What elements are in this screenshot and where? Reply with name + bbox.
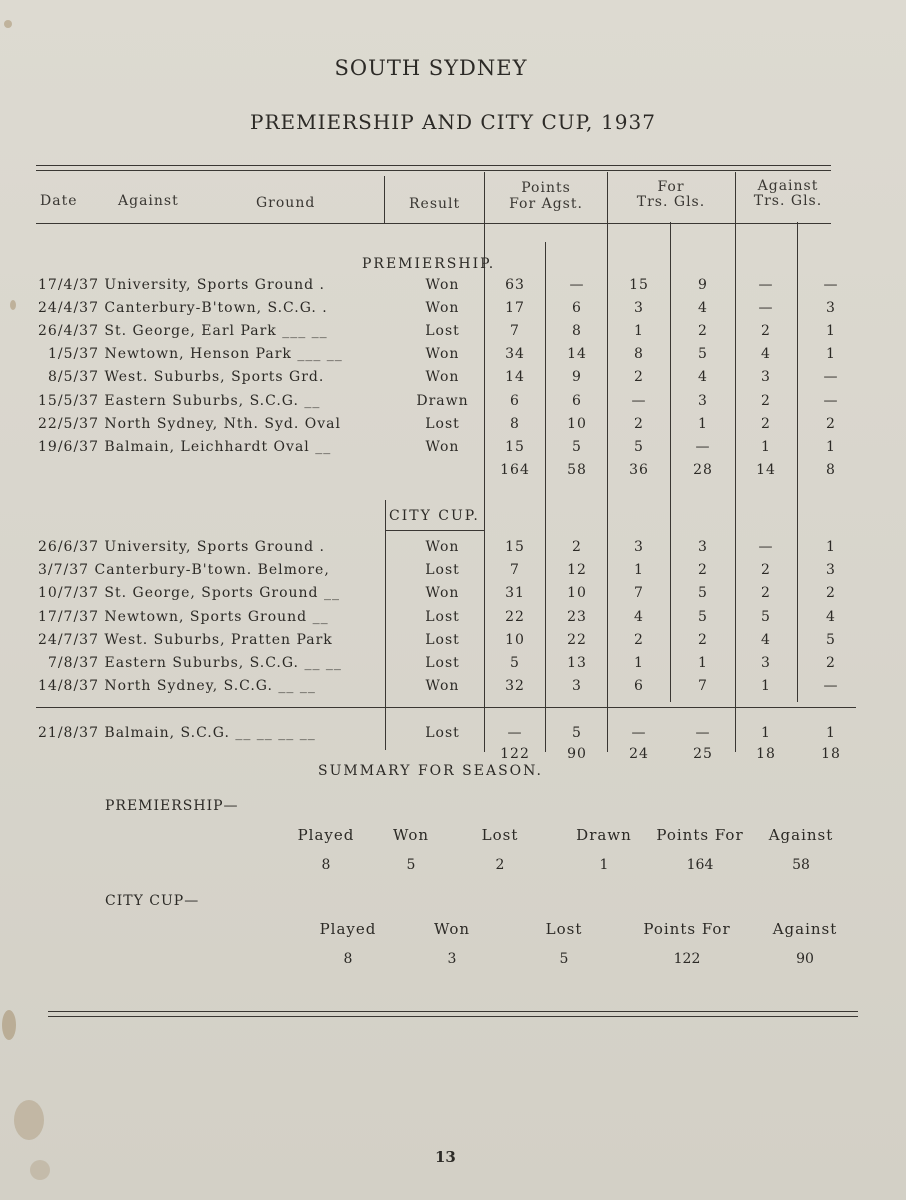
cell-against-tries: 4 (761, 631, 771, 648)
cell-for-goals: 1 (698, 655, 708, 671)
cell-points-for: — (507, 725, 523, 741)
cell-match: 1/5/37 Newtown, Henson Park ___ __ (48, 346, 343, 363)
total-against-goals: 8 (826, 462, 836, 478)
cell-against-goals: 3 (826, 300, 836, 317)
cell-for-tries: 4 (634, 608, 644, 625)
cell-match: 24/7/37 West. Suburbs, Pratten Park (38, 631, 333, 648)
cell-result: Won (425, 585, 460, 602)
rule (36, 170, 831, 171)
cell-result: Won (425, 678, 460, 695)
cell-points-against: 8 (572, 323, 582, 340)
summary-header: Won (433, 920, 471, 938)
summary-header: Against (768, 826, 834, 844)
summary-title: SUMMARY FOR SEASON. (318, 763, 543, 779)
cell-points-against: 13 (567, 655, 587, 671)
summary-header: Points For (656, 826, 744, 844)
summary-value: 3 (447, 951, 457, 967)
cell-points-against: 6 (572, 392, 582, 409)
cell-points-against: 12 (567, 562, 587, 579)
cell-points-against: 5 (572, 438, 582, 455)
cell-points-against: 23 (567, 608, 587, 625)
cell-match: 7/8/37 Eastern Suburbs, S.C.G. __ __ (48, 655, 342, 671)
summary-header: Lost (545, 920, 583, 938)
cell-result: Drawn (416, 392, 469, 409)
cell-for-tries: 1 (634, 323, 644, 340)
cell-points-against: — (569, 277, 585, 293)
cell-match: 14/8/37 North Sydney, S.C.G. __ __ (38, 678, 316, 695)
cell-for-tries: 3 (634, 539, 644, 555)
header-for-sub: Trs. Gls. (636, 194, 706, 210)
total-against-tries: 14 (756, 462, 776, 478)
cell-against-tries: 1 (761, 438, 771, 455)
column-divider (545, 242, 546, 752)
cell-for-goals: — (695, 438, 711, 455)
cell-against-tries: 3 (761, 655, 771, 671)
cell-points-against: 6 (572, 300, 582, 317)
cell-against-goals: 2 (826, 415, 836, 432)
header-ground: Ground (256, 195, 316, 211)
cell-result: Won (425, 438, 460, 455)
cell-points-for: 10 (505, 631, 525, 648)
cell-against-tries: 2 (761, 415, 771, 432)
cell-for-goals: 4 (698, 369, 708, 386)
cell-for-goals: 2 (698, 631, 708, 648)
cell-for-tries: 2 (634, 369, 644, 386)
cell-against-tries: — (758, 277, 774, 293)
cell-for-goals: 4 (698, 300, 708, 317)
cell-against-tries: 2 (761, 323, 771, 340)
cell-match: 3/7/37 Canterbury-B'town. Belmore, (38, 562, 330, 579)
cell-for-goals: 1 (698, 415, 708, 432)
summary-value: 5 (406, 857, 416, 873)
summary-value: 122 (673, 951, 701, 967)
cell-for-goals: 2 (698, 562, 708, 579)
cell-for-goals: 2 (698, 323, 708, 340)
cell-against-tries: 2 (761, 562, 771, 579)
summary-value: 58 (792, 857, 810, 873)
cell-against-tries: 1 (761, 678, 771, 695)
cell-points-for: 14 (505, 369, 525, 386)
section-city-cup: CITY CUP. (389, 508, 480, 524)
cell-points-for: 6 (510, 392, 520, 409)
cell-for-tries: — (631, 392, 647, 409)
cell-result: Lost (425, 562, 460, 579)
cell-match: 8/5/37 West. Suburbs, Sports Grd. (48, 369, 325, 386)
cell-for-goals: 5 (698, 608, 708, 625)
cell-points-for: 7 (510, 562, 520, 579)
total-points-for: 164 (500, 462, 530, 478)
cell-match: 17/7/37 Newtown, Sports Ground __ (38, 608, 329, 625)
cell-result: Lost (425, 631, 460, 648)
cell-match: 15/5/37 Eastern Suburbs, S.C.G. __ (38, 392, 321, 409)
club-title: SOUTH SYDNEY (334, 56, 528, 80)
cell-result: Won (425, 539, 460, 555)
summary-value: 90 (796, 951, 814, 967)
cell-result: Lost (425, 655, 460, 671)
column-divider (385, 500, 386, 750)
cell-points-for: 31 (505, 585, 525, 602)
summary-header: Won (392, 826, 430, 844)
stain (2, 1010, 16, 1040)
cell-points-against: 22 (567, 631, 587, 648)
cell-points-for: 8 (510, 415, 520, 432)
cell-match: 26/4/37 St. George, Earl Park ___ __ (38, 323, 328, 340)
stain (4, 20, 12, 28)
cell-for-tries: 8 (634, 346, 644, 363)
cell-for-goals: 5 (698, 346, 708, 363)
cell-against-tries: — (758, 539, 774, 555)
summary-value: 5 (559, 951, 569, 967)
cell-result: Lost (425, 415, 460, 432)
cell-for-goals: — (695, 725, 711, 741)
total-against-goals: 18 (821, 746, 841, 762)
summary-header: Against (772, 920, 838, 938)
total-points-against: 90 (567, 746, 587, 762)
column-divider (384, 176, 385, 224)
cell-for-tries: 6 (634, 678, 644, 695)
cell-against-goals: 1 (826, 438, 836, 455)
cell-for-tries: — (631, 725, 647, 741)
cell-for-goals: 5 (698, 585, 708, 602)
cell-against-goals: 1 (826, 725, 836, 741)
cell-match: 21/8/37 Balmain, S.C.G. __ __ __ __ (38, 725, 316, 741)
cell-result: Won (425, 369, 460, 386)
stain (30, 1160, 50, 1180)
header-for: For (657, 179, 685, 195)
cell-result: Lost (425, 323, 460, 340)
competition-name: PREMIERSHIP AND CITY CUP, (250, 110, 594, 134)
cell-for-tries: 2 (634, 415, 644, 432)
cell-points-for: 32 (505, 678, 525, 695)
cell-against-tries: 5 (761, 608, 771, 625)
cell-points-against: 5 (572, 725, 582, 741)
cell-against-goals: 1 (826, 346, 836, 363)
cell-for-tries: 5 (634, 438, 644, 455)
summary-header: Played (297, 826, 355, 844)
cell-points-for: 5 (510, 655, 520, 671)
cell-points-against: 10 (567, 415, 587, 432)
total-points-against: 58 (567, 462, 587, 478)
cell-match: 24/4/37 Canterbury-B'town, S.C.G. . (38, 300, 328, 317)
cell-points-for: 7 (510, 323, 520, 340)
stain (14, 1100, 44, 1140)
total-for-goals: 28 (693, 462, 713, 478)
section-premiership: PREMIERSHIP. (362, 256, 496, 272)
cell-points-for: 63 (505, 277, 525, 293)
cell-points-against: 3 (572, 678, 582, 695)
summary-header: Drawn (576, 826, 632, 844)
total-for-tries: 24 (629, 746, 649, 762)
cell-points-against: 9 (572, 369, 582, 386)
header-date: Date (40, 193, 78, 209)
header-against-sub: Trs. Gls. (753, 193, 823, 209)
cell-against-tries: 1 (761, 725, 771, 741)
cell-against-goals: 5 (826, 631, 836, 648)
rule (36, 165, 831, 166)
rule (48, 1011, 858, 1012)
cell-result: Won (425, 277, 460, 293)
total-points-for: 122 (500, 746, 530, 762)
column-divider (670, 222, 671, 702)
cell-match: 22/5/37 North Sydney, Nth. Syd. Oval (38, 415, 341, 432)
rule (36, 223, 831, 224)
summary-header: Played (319, 920, 377, 938)
summary-header: Points For (643, 920, 731, 938)
cell-match: 10/7/37 St. George, Sports Ground __ (38, 585, 340, 602)
cell-result: Won (425, 300, 460, 317)
cell-points-for: 15 (505, 438, 525, 455)
stain (10, 300, 16, 310)
cell-against-goals: — (823, 392, 839, 409)
cell-for-tries: 1 (634, 655, 644, 671)
cell-for-goals: 7 (698, 678, 708, 695)
cell-result: Won (425, 346, 460, 363)
cell-for-goals: 3 (698, 539, 708, 555)
header-result: Result (409, 196, 461, 212)
cell-for-tries: 1 (634, 562, 644, 579)
cell-for-goals: 3 (698, 392, 708, 409)
competition-year: 1937 (601, 110, 656, 134)
summary-value: 8 (343, 951, 353, 967)
cell-against-goals: 4 (826, 608, 836, 625)
cell-against-goals: 2 (826, 655, 836, 671)
cell-points-for: 34 (505, 346, 525, 363)
cell-result: Lost (425, 608, 460, 625)
cell-for-tries: 7 (634, 585, 644, 602)
cell-points-for: 17 (505, 300, 525, 317)
cell-against-tries: 3 (761, 369, 771, 386)
summary-value: 164 (686, 857, 714, 873)
cell-against-goals: — (823, 369, 839, 386)
cell-against-goals: 3 (826, 562, 836, 579)
cell-against-goals: — (823, 277, 839, 293)
cell-against-tries: — (758, 300, 774, 317)
summary-value: 8 (321, 857, 331, 873)
cell-match: 26/6/37 University, Sports Ground . (38, 539, 325, 555)
header-against: Against (118, 193, 179, 209)
summary-header: Lost (481, 826, 519, 844)
cell-against-tries: 4 (761, 346, 771, 363)
cell-for-goals: 9 (698, 277, 708, 293)
cell-points-for: 15 (505, 539, 525, 555)
header-points-sub: For Agst. (509, 196, 583, 212)
summary-value: 1 (599, 857, 609, 873)
cell-against-tries: 2 (761, 392, 771, 409)
cell-points-against: 14 (567, 346, 587, 363)
summary-city-cup-label: CITY CUP— (105, 893, 200, 909)
header-points: Points (521, 180, 571, 196)
cell-against-goals: 2 (826, 585, 836, 602)
summary-value: 2 (495, 857, 505, 873)
cell-points-against: 10 (567, 585, 587, 602)
cell-match: 17/4/37 University, Sports Ground . (38, 277, 325, 293)
header-against-group: Against (757, 178, 819, 194)
cell-for-tries: 2 (634, 631, 644, 648)
total-for-goals: 25 (693, 746, 713, 762)
cell-against-tries: 2 (761, 585, 771, 602)
competition-title (0, 110, 906, 134)
total-against-tries: 18 (756, 746, 776, 762)
rule (36, 707, 856, 708)
cell-points-against: 2 (572, 539, 582, 555)
cell-points-for: 22 (505, 608, 525, 625)
total-for-tries: 36 (629, 462, 649, 478)
rule (385, 530, 485, 531)
cell-match: 19/6/37 Balmain, Leichhardt Oval __ (38, 438, 332, 455)
cell-result: Lost (425, 725, 460, 741)
cell-against-goals: — (823, 678, 839, 695)
summary-premiership-label: PREMIERSHIP— (105, 798, 239, 814)
cell-against-goals: 1 (826, 323, 836, 340)
cell-against-goals: 1 (826, 539, 836, 555)
cell-for-tries: 15 (629, 277, 649, 293)
cell-for-tries: 3 (634, 300, 644, 317)
page-number: 13 (435, 1148, 456, 1166)
rule (48, 1016, 858, 1017)
